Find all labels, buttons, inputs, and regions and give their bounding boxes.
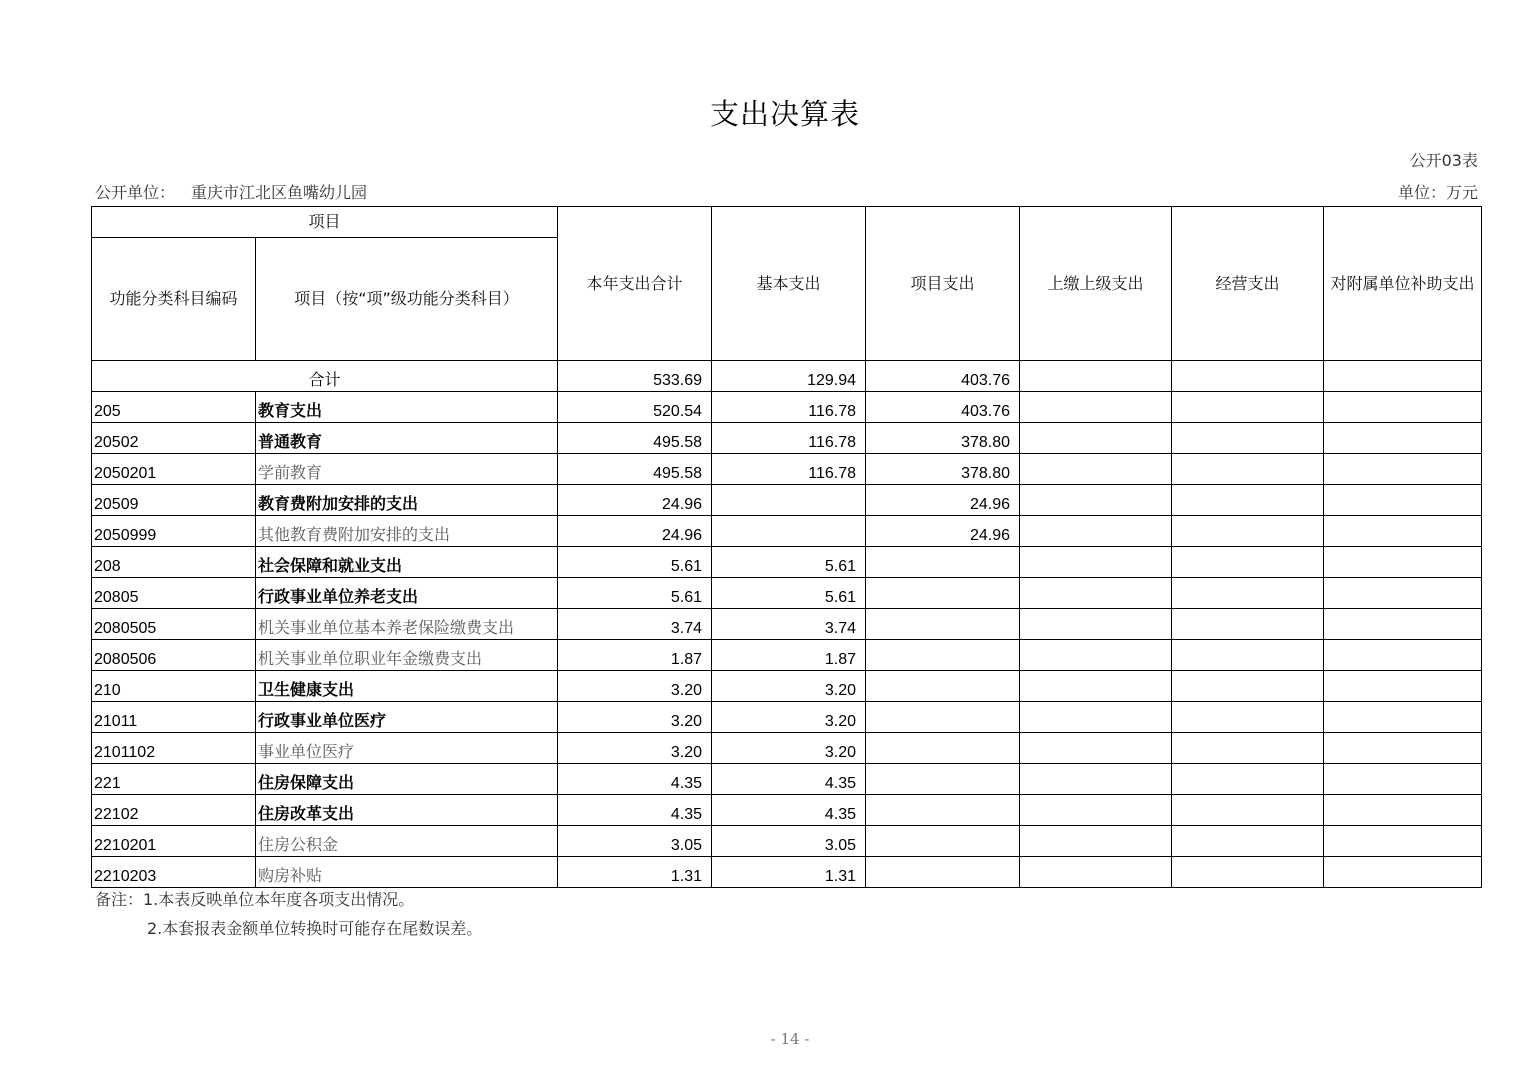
row-upper	[1020, 857, 1172, 888]
row-basic: 1.31	[712, 857, 866, 888]
header-code: 功能分类科目编码	[92, 238, 256, 361]
total-total: 533.69	[558, 361, 712, 392]
header-subsidy: 对附属单位补助支出	[1324, 207, 1482, 361]
table-row	[92, 423, 1482, 454]
row-name: 普通教育	[256, 423, 558, 454]
row-business	[1172, 547, 1324, 578]
row-subsidy	[1324, 764, 1482, 795]
row-business	[1172, 516, 1324, 547]
row-name: 行政事业单位养老支出	[256, 578, 558, 609]
row-subsidy	[1324, 640, 1482, 671]
report-title: 支出决算表	[709, 97, 860, 131]
row-total: 3.20	[558, 702, 712, 733]
row-code: 221	[92, 764, 256, 795]
row-subsidy	[1324, 547, 1482, 578]
reporting-unit-name: 重庆市江北区鱼嘴幼儿园	[191, 183, 368, 202]
row-basic: 3.74	[712, 609, 866, 640]
row-project	[866, 795, 1020, 826]
row-upper	[1020, 392, 1172, 423]
row-name: 教育费附加安排的支出	[256, 485, 558, 516]
row-upper	[1020, 826, 1172, 857]
total-project: 403.76	[866, 361, 1020, 392]
row-upper	[1020, 702, 1172, 733]
row-basic: 3.05	[712, 826, 866, 857]
row-business	[1172, 423, 1324, 454]
row-subsidy	[1324, 733, 1482, 764]
row-basic: 4.35	[712, 764, 866, 795]
row-upper	[1020, 795, 1172, 826]
total-row	[92, 361, 1482, 392]
row-subsidy	[1324, 826, 1482, 857]
row-total: 4.35	[558, 795, 712, 826]
expenditure-table	[91, 206, 1482, 888]
row-upper	[1020, 640, 1172, 671]
row-business	[1172, 609, 1324, 640]
row-code: 22102	[92, 795, 256, 826]
table-row	[92, 547, 1482, 578]
row-business	[1172, 578, 1324, 609]
total-subsidy	[1324, 361, 1482, 392]
table-row	[92, 795, 1482, 826]
row-subsidy	[1324, 857, 1482, 888]
row-business	[1172, 857, 1324, 888]
row-basic: 3.20	[712, 702, 866, 733]
row-business	[1172, 826, 1324, 857]
row-code: 205	[92, 392, 256, 423]
row-name: 教育支出	[256, 392, 558, 423]
row-upper	[1020, 454, 1172, 485]
row-subsidy	[1324, 516, 1482, 547]
row-upper	[1020, 578, 1172, 609]
row-project	[866, 857, 1020, 888]
row-name: 机关事业单位职业年金缴费支出	[256, 640, 558, 671]
row-code: 21011	[92, 702, 256, 733]
row-upper	[1020, 609, 1172, 640]
row-business	[1172, 733, 1324, 764]
row-name: 住房公积金	[256, 826, 558, 857]
row-code: 20502	[92, 423, 256, 454]
row-subsidy	[1324, 702, 1482, 733]
table-row	[92, 640, 1482, 671]
row-name: 行政事业单位医疗	[256, 702, 558, 733]
row-subsidy	[1324, 485, 1482, 516]
header-total: 本年支出合计	[558, 207, 712, 361]
row-code: 210	[92, 671, 256, 702]
row-name: 购房补贴	[256, 857, 558, 888]
row-upper	[1020, 764, 1172, 795]
row-basic: 5.61	[712, 578, 866, 609]
row-basic: 116.78	[712, 454, 866, 485]
table-row	[92, 733, 1482, 764]
table-row	[92, 578, 1482, 609]
row-business	[1172, 392, 1324, 423]
row-subsidy	[1324, 454, 1482, 485]
row-project	[866, 671, 1020, 702]
table-row	[92, 609, 1482, 640]
row-subsidy	[1324, 795, 1482, 826]
row-project: 403.76	[866, 392, 1020, 423]
table-row	[92, 826, 1482, 857]
row-subsidy	[1324, 392, 1482, 423]
row-project: 378.80	[866, 454, 1020, 485]
row-total: 3.74	[558, 609, 712, 640]
row-code: 2080505	[92, 609, 256, 640]
row-project	[866, 640, 1020, 671]
row-basic	[712, 516, 866, 547]
row-project	[866, 826, 1020, 857]
row-project: 378.80	[866, 423, 1020, 454]
row-subsidy	[1324, 609, 1482, 640]
row-name: 机关事业单位基本养老保险缴费支出	[256, 609, 558, 640]
row-name: 社会保障和就业支出	[256, 547, 558, 578]
table-row	[92, 392, 1482, 423]
header-project: 项目支出	[866, 207, 1020, 361]
row-code: 20805	[92, 578, 256, 609]
row-total: 1.87	[558, 640, 712, 671]
header-upper: 上缴上级支出	[1020, 207, 1172, 361]
row-basic: 116.78	[712, 423, 866, 454]
row-basic	[712, 485, 866, 516]
row-basic: 3.20	[712, 733, 866, 764]
row-business	[1172, 671, 1324, 702]
table-row	[92, 516, 1482, 547]
note-2: 2.本套报表金额单位转换时可能存在尾数误差。	[147, 919, 483, 938]
row-subsidy	[1324, 423, 1482, 454]
row-basic: 5.61	[712, 547, 866, 578]
row-code: 2210203	[92, 857, 256, 888]
table-row	[92, 857, 1482, 888]
row-subsidy	[1324, 578, 1482, 609]
page-number: - 14 -	[770, 1030, 810, 1048]
row-basic: 4.35	[712, 795, 866, 826]
row-upper	[1020, 733, 1172, 764]
row-total: 520.54	[558, 392, 712, 423]
table-row	[92, 702, 1482, 733]
row-total: 495.58	[558, 454, 712, 485]
row-total: 495.58	[558, 423, 712, 454]
row-business	[1172, 702, 1324, 733]
row-name: 事业单位医疗	[256, 733, 558, 764]
row-business	[1172, 764, 1324, 795]
row-subsidy	[1324, 671, 1482, 702]
row-business	[1172, 454, 1324, 485]
row-name: 住房保障支出	[256, 764, 558, 795]
reporting-unit	[95, 180, 367, 203]
row-project: 24.96	[866, 485, 1020, 516]
row-upper	[1020, 423, 1172, 454]
row-business	[1172, 795, 1324, 826]
row-upper	[1020, 516, 1172, 547]
row-total: 5.61	[558, 547, 712, 578]
row-upper	[1020, 485, 1172, 516]
reporting-unit-label: 公开单位：	[95, 183, 176, 202]
header-basic: 基本支出	[712, 207, 866, 361]
money-unit: 单位：万元	[1397, 183, 1478, 202]
row-name: 卫生健康支出	[256, 671, 558, 702]
row-total: 24.96	[558, 516, 712, 547]
row-code: 2210201	[92, 826, 256, 857]
row-total: 3.05	[558, 826, 712, 857]
row-code: 2080506	[92, 640, 256, 671]
row-basic: 1.87	[712, 640, 866, 671]
note-1: 备注：1.本表反映单位本年度各项支出情况。	[95, 890, 415, 909]
row-project	[866, 578, 1020, 609]
table-row	[92, 671, 1482, 702]
row-project	[866, 609, 1020, 640]
header-group-project: 项目	[92, 207, 558, 238]
row-project	[866, 764, 1020, 795]
row-upper	[1020, 671, 1172, 702]
row-total: 3.20	[558, 733, 712, 764]
row-total: 24.96	[558, 485, 712, 516]
row-business	[1172, 640, 1324, 671]
row-total: 5.61	[558, 578, 712, 609]
total-business	[1172, 361, 1324, 392]
row-name: 住房改革支出	[256, 795, 558, 826]
row-basic: 116.78	[712, 392, 866, 423]
row-project	[866, 733, 1020, 764]
row-code: 2101102	[92, 733, 256, 764]
row-total: 3.20	[558, 671, 712, 702]
total-label: 合计	[92, 361, 558, 392]
row-project	[866, 702, 1020, 733]
row-name: 学前教育	[256, 454, 558, 485]
row-code: 208	[92, 547, 256, 578]
table-row	[92, 485, 1482, 516]
form-number: 公开03表	[1409, 151, 1478, 170]
header-business: 经营支出	[1172, 207, 1324, 361]
table-row	[92, 764, 1482, 795]
row-code: 2050999	[92, 516, 256, 547]
header-name: 项目（按“项”级功能分类科目）	[256, 238, 558, 361]
row-total: 4.35	[558, 764, 712, 795]
row-total: 1.31	[558, 857, 712, 888]
table-row	[92, 454, 1482, 485]
total-upper	[1020, 361, 1172, 392]
row-upper	[1020, 547, 1172, 578]
row-basic: 3.20	[712, 671, 866, 702]
row-code: 2050201	[92, 454, 256, 485]
row-name: 其他教育费附加安排的支出	[256, 516, 558, 547]
row-project: 24.96	[866, 516, 1020, 547]
row-business	[1172, 485, 1324, 516]
row-code: 20509	[92, 485, 256, 516]
total-basic: 129.94	[712, 361, 866, 392]
row-project	[866, 547, 1020, 578]
